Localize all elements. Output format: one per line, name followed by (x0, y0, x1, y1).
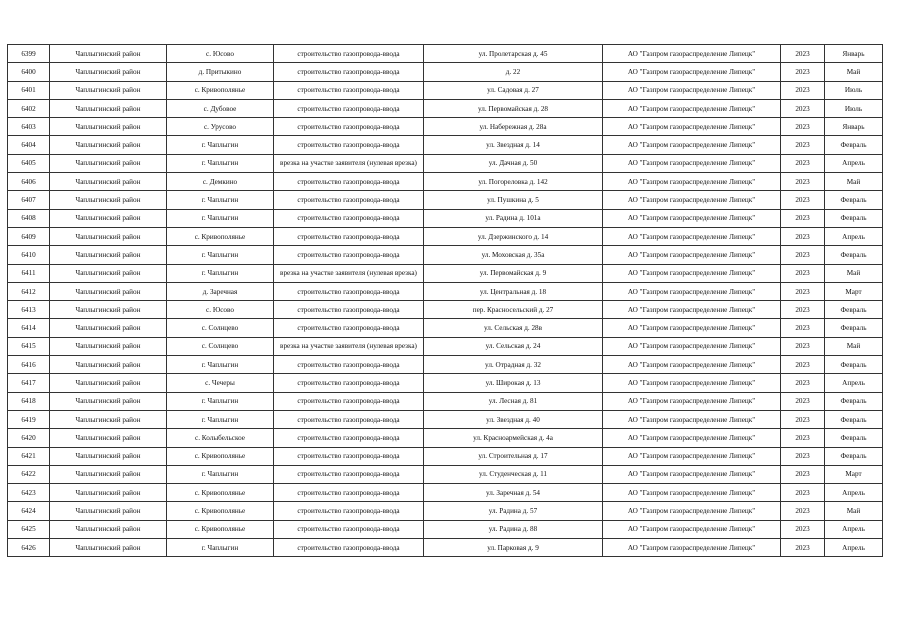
organization-cell: АО "Газпром газораспределение Липецк" (603, 45, 781, 63)
work-type-cell: строительство газопровода-ввода (274, 356, 424, 374)
table-row (8, 118, 883, 136)
year-cell: 2023 (781, 191, 825, 209)
district-cell: Чаплыгинский район (50, 502, 167, 520)
address-cell: ул. Радина д. 88 (424, 520, 603, 538)
year-cell: 2023 (781, 227, 825, 245)
year-cell: 2023 (781, 374, 825, 392)
address-cell: ул. Моховская д. 35а (424, 246, 603, 264)
organization-cell: АО "Газпром газораспределение Липецк" (603, 319, 781, 337)
address-cell: ул. Погореловка д. 142 (424, 173, 603, 191)
row-number: 6423 (8, 484, 50, 502)
year-cell: 2023 (781, 301, 825, 319)
table-row (8, 63, 883, 81)
table-row (8, 227, 883, 245)
address-cell: ул. Лесная д. 81 (424, 392, 603, 410)
locality-cell: г. Чаплыгин (167, 539, 274, 557)
year-cell: 2023 (781, 99, 825, 117)
table-row (8, 410, 883, 428)
year-cell: 2023 (781, 246, 825, 264)
work-type-cell: строительство газопровода-ввода (274, 484, 424, 502)
locality-cell: с. Юсово (167, 301, 274, 319)
month-cell: Март (825, 282, 883, 300)
district-cell: Чаплыгинский район (50, 374, 167, 392)
table-row (8, 136, 883, 154)
work-type-cell: строительство газопровода-ввода (274, 81, 424, 99)
work-type-cell: врезка на участке заявителя (нулевая врезка) (274, 154, 424, 172)
address-cell: ул. Заречная д. 54 (424, 484, 603, 502)
month-cell: Апрель (825, 539, 883, 557)
district-cell: Чаплыгинский район (50, 63, 167, 81)
work-type-cell: строительство газопровода-ввода (274, 502, 424, 520)
document-page (7, 44, 883, 557)
month-cell: Июль (825, 99, 883, 117)
row-number: 6401 (8, 81, 50, 99)
organization-cell: АО "Газпром газораспределение Липецк" (603, 246, 781, 264)
district-cell: Чаплыгинский район (50, 246, 167, 264)
work-type-cell: строительство газопровода-ввода (274, 209, 424, 227)
work-type-cell: строительство газопровода-ввода (274, 282, 424, 300)
organization-cell: АО "Газпром газораспределение Липецк" (603, 356, 781, 374)
district-cell: Чаплыгинский район (50, 136, 167, 154)
row-number: 6400 (8, 63, 50, 81)
district-cell: Чаплыгинский район (50, 99, 167, 117)
table-row (8, 301, 883, 319)
table-row (8, 264, 883, 282)
row-number: 6403 (8, 118, 50, 136)
district-cell: Чаплыгинский район (50, 282, 167, 300)
table-row (8, 282, 883, 300)
address-cell: ул. Широкая д. 13 (424, 374, 603, 392)
work-type-cell: строительство газопровода-ввода (274, 173, 424, 191)
table-body (8, 45, 883, 557)
organization-cell: АО "Газпром газораспределение Липецк" (603, 392, 781, 410)
address-cell: ул. Строительная д. 17 (424, 447, 603, 465)
year-cell: 2023 (781, 264, 825, 282)
locality-cell: г. Чаплыгин (167, 209, 274, 227)
work-type-cell: строительство газопровода-ввода (274, 45, 424, 63)
table-row (8, 429, 883, 447)
district-cell: Чаплыгинский район (50, 410, 167, 428)
year-cell: 2023 (781, 63, 825, 81)
table-row (8, 447, 883, 465)
address-cell: ул. Пролетарская д. 45 (424, 45, 603, 63)
year-cell: 2023 (781, 337, 825, 355)
organization-cell: АО "Газпром газораспределение Липецк" (603, 447, 781, 465)
district-cell: Чаплыгинский район (50, 118, 167, 136)
year-cell: 2023 (781, 154, 825, 172)
month-cell: Июль (825, 81, 883, 99)
year-cell: 2023 (781, 282, 825, 300)
locality-cell: г. Чаплыгин (167, 246, 274, 264)
work-type-cell: строительство газопровода-ввода (274, 191, 424, 209)
work-type-cell: строительство газопровода-ввода (274, 392, 424, 410)
row-number: 6407 (8, 191, 50, 209)
address-cell: ул. Радина д. 101а (424, 209, 603, 227)
organization-cell: АО "Газпром газораспределение Липецк" (603, 539, 781, 557)
year-cell: 2023 (781, 209, 825, 227)
locality-cell: с. Солнцево (167, 319, 274, 337)
table-row (8, 319, 883, 337)
month-cell: Апрель (825, 154, 883, 172)
district-cell: Чаплыгинский район (50, 81, 167, 99)
year-cell: 2023 (781, 356, 825, 374)
district-cell: Чаплыгинский район (50, 191, 167, 209)
row-number: 6416 (8, 356, 50, 374)
district-cell: Чаплыгинский район (50, 154, 167, 172)
organization-cell: АО "Газпром газораспределение Липецк" (603, 173, 781, 191)
organization-cell: АО "Газпром газораспределение Липецк" (603, 410, 781, 428)
organization-cell: АО "Газпром газораспределение Липецк" (603, 337, 781, 355)
district-cell: Чаплыгинский район (50, 520, 167, 538)
organization-cell: АО "Газпром газораспределение Липецк" (603, 502, 781, 520)
year-cell: 2023 (781, 118, 825, 136)
address-cell: пер. Красносельский д. 27 (424, 301, 603, 319)
district-cell: Чаплыгинский район (50, 45, 167, 63)
organization-cell: АО "Газпром газораспределение Липецк" (603, 99, 781, 117)
row-number: 6418 (8, 392, 50, 410)
district-cell: Чаплыгинский район (50, 392, 167, 410)
district-cell: Чаплыгинский район (50, 539, 167, 557)
row-number: 6415 (8, 337, 50, 355)
locality-cell: с. Юсово (167, 45, 274, 63)
month-cell: Февраль (825, 447, 883, 465)
month-cell: Апрель (825, 484, 883, 502)
table-row (8, 337, 883, 355)
organization-cell: АО "Газпром газораспределение Липецк" (603, 282, 781, 300)
month-cell: Февраль (825, 246, 883, 264)
month-cell: Март (825, 465, 883, 483)
year-cell: 2023 (781, 447, 825, 465)
organization-cell: АО "Газпром газораспределение Липецк" (603, 63, 781, 81)
row-number: 6404 (8, 136, 50, 154)
work-type-cell: строительство газопровода-ввода (274, 227, 424, 245)
address-cell: ул. Сельская д. 24 (424, 337, 603, 355)
work-type-cell: строительство газопровода-ввода (274, 63, 424, 81)
organization-cell: АО "Газпром газораспределение Липецк" (603, 484, 781, 502)
month-cell: Февраль (825, 209, 883, 227)
row-number: 6413 (8, 301, 50, 319)
address-cell: ул. Красноармейская д. 4а (424, 429, 603, 447)
month-cell: Февраль (825, 356, 883, 374)
year-cell: 2023 (781, 392, 825, 410)
locality-cell: г. Чаплыгин (167, 392, 274, 410)
month-cell: Май (825, 173, 883, 191)
table-row (8, 356, 883, 374)
locality-cell: г. Чаплыгин (167, 264, 274, 282)
district-cell: Чаплыгинский район (50, 319, 167, 337)
organization-cell: АО "Газпром газораспределение Липецк" (603, 118, 781, 136)
month-cell: Январь (825, 118, 883, 136)
locality-cell: с. Урусово (167, 118, 274, 136)
table-row (8, 374, 883, 392)
month-cell: Май (825, 502, 883, 520)
table-row (8, 246, 883, 264)
table-row (8, 502, 883, 520)
month-cell: Февраль (825, 392, 883, 410)
row-number: 6402 (8, 99, 50, 117)
month-cell: Май (825, 63, 883, 81)
year-cell: 2023 (781, 484, 825, 502)
locality-cell: г. Чаплыгин (167, 356, 274, 374)
table-row (8, 191, 883, 209)
locality-cell: г. Чаплыгин (167, 191, 274, 209)
row-number: 6417 (8, 374, 50, 392)
work-type-cell: строительство газопровода-ввода (274, 447, 424, 465)
locality-cell: г. Чаплыгин (167, 410, 274, 428)
address-cell: ул. Радина д. 57 (424, 502, 603, 520)
year-cell: 2023 (781, 45, 825, 63)
month-cell: Апрель (825, 227, 883, 245)
work-type-cell: строительство газопровода-ввода (274, 301, 424, 319)
district-cell: Чаплыгинский район (50, 264, 167, 282)
table-row (8, 465, 883, 483)
address-cell: ул. Первомайская д. 9 (424, 264, 603, 282)
year-cell: 2023 (781, 173, 825, 191)
year-cell: 2023 (781, 136, 825, 154)
row-number: 6412 (8, 282, 50, 300)
table-row (8, 539, 883, 557)
organization-cell: АО "Газпром газораспределение Липецк" (603, 154, 781, 172)
year-cell: 2023 (781, 81, 825, 99)
address-cell: ул. Отрадная д. 32 (424, 356, 603, 374)
year-cell: 2023 (781, 539, 825, 557)
year-cell: 2023 (781, 429, 825, 447)
month-cell: Февраль (825, 319, 883, 337)
work-type-cell: строительство газопровода-ввода (274, 118, 424, 136)
address-cell: ул. Звездная д. 14 (424, 136, 603, 154)
locality-cell: с. Кривополянье (167, 502, 274, 520)
locality-cell: д. Заречная (167, 282, 274, 300)
work-type-cell: строительство газопровода-ввода (274, 520, 424, 538)
locality-cell: с. Кривополянье (167, 520, 274, 538)
organization-cell: АО "Газпром газораспределение Липецк" (603, 429, 781, 447)
locality-cell: с. Чечеры (167, 374, 274, 392)
locality-cell: с. Кривополянье (167, 81, 274, 99)
organization-cell: АО "Газпром газораспределение Липецк" (603, 374, 781, 392)
month-cell: Апрель (825, 520, 883, 538)
district-cell: Чаплыгинский район (50, 429, 167, 447)
work-type-cell: строительство газопровода-ввода (274, 246, 424, 264)
district-cell: Чаплыгинский район (50, 447, 167, 465)
address-cell: ул. Садовая д. 27 (424, 81, 603, 99)
month-cell: Февраль (825, 410, 883, 428)
district-cell: Чаплыгинский район (50, 209, 167, 227)
district-cell: Чаплыгинский район (50, 173, 167, 191)
work-type-cell: строительство газопровода-ввода (274, 136, 424, 154)
locality-cell: г. Чаплыгин (167, 136, 274, 154)
locality-cell: с. Кривополянье (167, 447, 274, 465)
address-cell: д. 22 (424, 63, 603, 81)
work-type-cell: врезка на участке заявителя (нулевая врезка) (274, 337, 424, 355)
year-cell: 2023 (781, 520, 825, 538)
year-cell: 2023 (781, 319, 825, 337)
address-cell: ул. Дачная д. 50 (424, 154, 603, 172)
work-type-cell: строительство газопровода-ввода (274, 429, 424, 447)
work-type-cell: строительство газопровода-ввода (274, 465, 424, 483)
locality-cell: с. Демкино (167, 173, 274, 191)
address-cell: ул. Студенческая д. 11 (424, 465, 603, 483)
row-number: 6406 (8, 173, 50, 191)
row-number: 6421 (8, 447, 50, 465)
table-row (8, 154, 883, 172)
table-row (8, 45, 883, 63)
address-cell: ул. Парковая д. 9 (424, 539, 603, 557)
organization-cell: АО "Газпром газораспределение Липецк" (603, 301, 781, 319)
work-type-cell: строительство газопровода-ввода (274, 410, 424, 428)
row-number: 6422 (8, 465, 50, 483)
row-number: 6411 (8, 264, 50, 282)
table-row (8, 173, 883, 191)
organization-cell: АО "Газпром газораспределение Липецк" (603, 465, 781, 483)
row-number: 6419 (8, 410, 50, 428)
locality-cell: с. Дубовое (167, 99, 274, 117)
row-number: 6410 (8, 246, 50, 264)
year-cell: 2023 (781, 410, 825, 428)
organization-cell: АО "Газпром газораспределение Липецк" (603, 227, 781, 245)
month-cell: Май (825, 264, 883, 282)
table-row (8, 209, 883, 227)
month-cell: Апрель (825, 374, 883, 392)
month-cell: Февраль (825, 136, 883, 154)
month-cell: Май (825, 337, 883, 355)
district-cell: Чаплыгинский район (50, 337, 167, 355)
district-cell: Чаплыгинский район (50, 356, 167, 374)
organization-cell: АО "Газпром газораспределение Липецк" (603, 264, 781, 282)
address-cell: ул. Пушкина д. 5 (424, 191, 603, 209)
district-cell: Чаплыгинский район (50, 465, 167, 483)
address-cell: ул. Сельская д. 28в (424, 319, 603, 337)
year-cell: 2023 (781, 502, 825, 520)
locality-cell: с. Колыбельское (167, 429, 274, 447)
address-cell: ул. Звездная д. 40 (424, 410, 603, 428)
row-number: 6425 (8, 520, 50, 538)
row-number: 6424 (8, 502, 50, 520)
organization-cell: АО "Газпром газораспределение Липецк" (603, 136, 781, 154)
organization-cell: АО "Газпром газораспределение Липецк" (603, 520, 781, 538)
locality-cell: г. Чаплыгин (167, 154, 274, 172)
locality-cell: д. Притыкино (167, 63, 274, 81)
address-cell: ул. Дзержинского д. 14 (424, 227, 603, 245)
district-cell: Чаплыгинский район (50, 484, 167, 502)
table-row (8, 81, 883, 99)
work-type-cell: врезка на участке заявителя (нулевая врезка) (274, 264, 424, 282)
gas-connection-table (7, 44, 883, 557)
locality-cell: с. Кривополянье (167, 227, 274, 245)
row-number: 6409 (8, 227, 50, 245)
work-type-cell: строительство газопровода-ввода (274, 539, 424, 557)
table-row (8, 484, 883, 502)
row-number: 6405 (8, 154, 50, 172)
month-cell: Январь (825, 45, 883, 63)
row-number: 6420 (8, 429, 50, 447)
work-type-cell: строительство газопровода-ввода (274, 374, 424, 392)
district-cell: Чаплыгинский район (50, 301, 167, 319)
table-row (8, 392, 883, 410)
row-number: 6399 (8, 45, 50, 63)
row-number: 6426 (8, 539, 50, 557)
year-cell: 2023 (781, 465, 825, 483)
organization-cell: АО "Газпром газораспределение Липецк" (603, 81, 781, 99)
work-type-cell: строительство газопровода-ввода (274, 99, 424, 117)
address-cell: ул. Первомайская д. 28 (424, 99, 603, 117)
month-cell: Февраль (825, 429, 883, 447)
address-cell: ул. Набережная д. 28а (424, 118, 603, 136)
locality-cell: с. Кривополянье (167, 484, 274, 502)
locality-cell: г. Чаплыгин (167, 465, 274, 483)
organization-cell: АО "Газпром газораспределение Липецк" (603, 191, 781, 209)
locality-cell: с. Солнцево (167, 337, 274, 355)
row-number: 6408 (8, 209, 50, 227)
month-cell: Февраль (825, 191, 883, 209)
organization-cell: АО "Газпром газораспределение Липецк" (603, 209, 781, 227)
table-row (8, 99, 883, 117)
row-number: 6414 (8, 319, 50, 337)
table-row (8, 520, 883, 538)
work-type-cell: строительство газопровода-ввода (274, 319, 424, 337)
district-cell: Чаплыгинский район (50, 227, 167, 245)
address-cell: ул. Центральная д. 18 (424, 282, 603, 300)
month-cell: Февраль (825, 301, 883, 319)
